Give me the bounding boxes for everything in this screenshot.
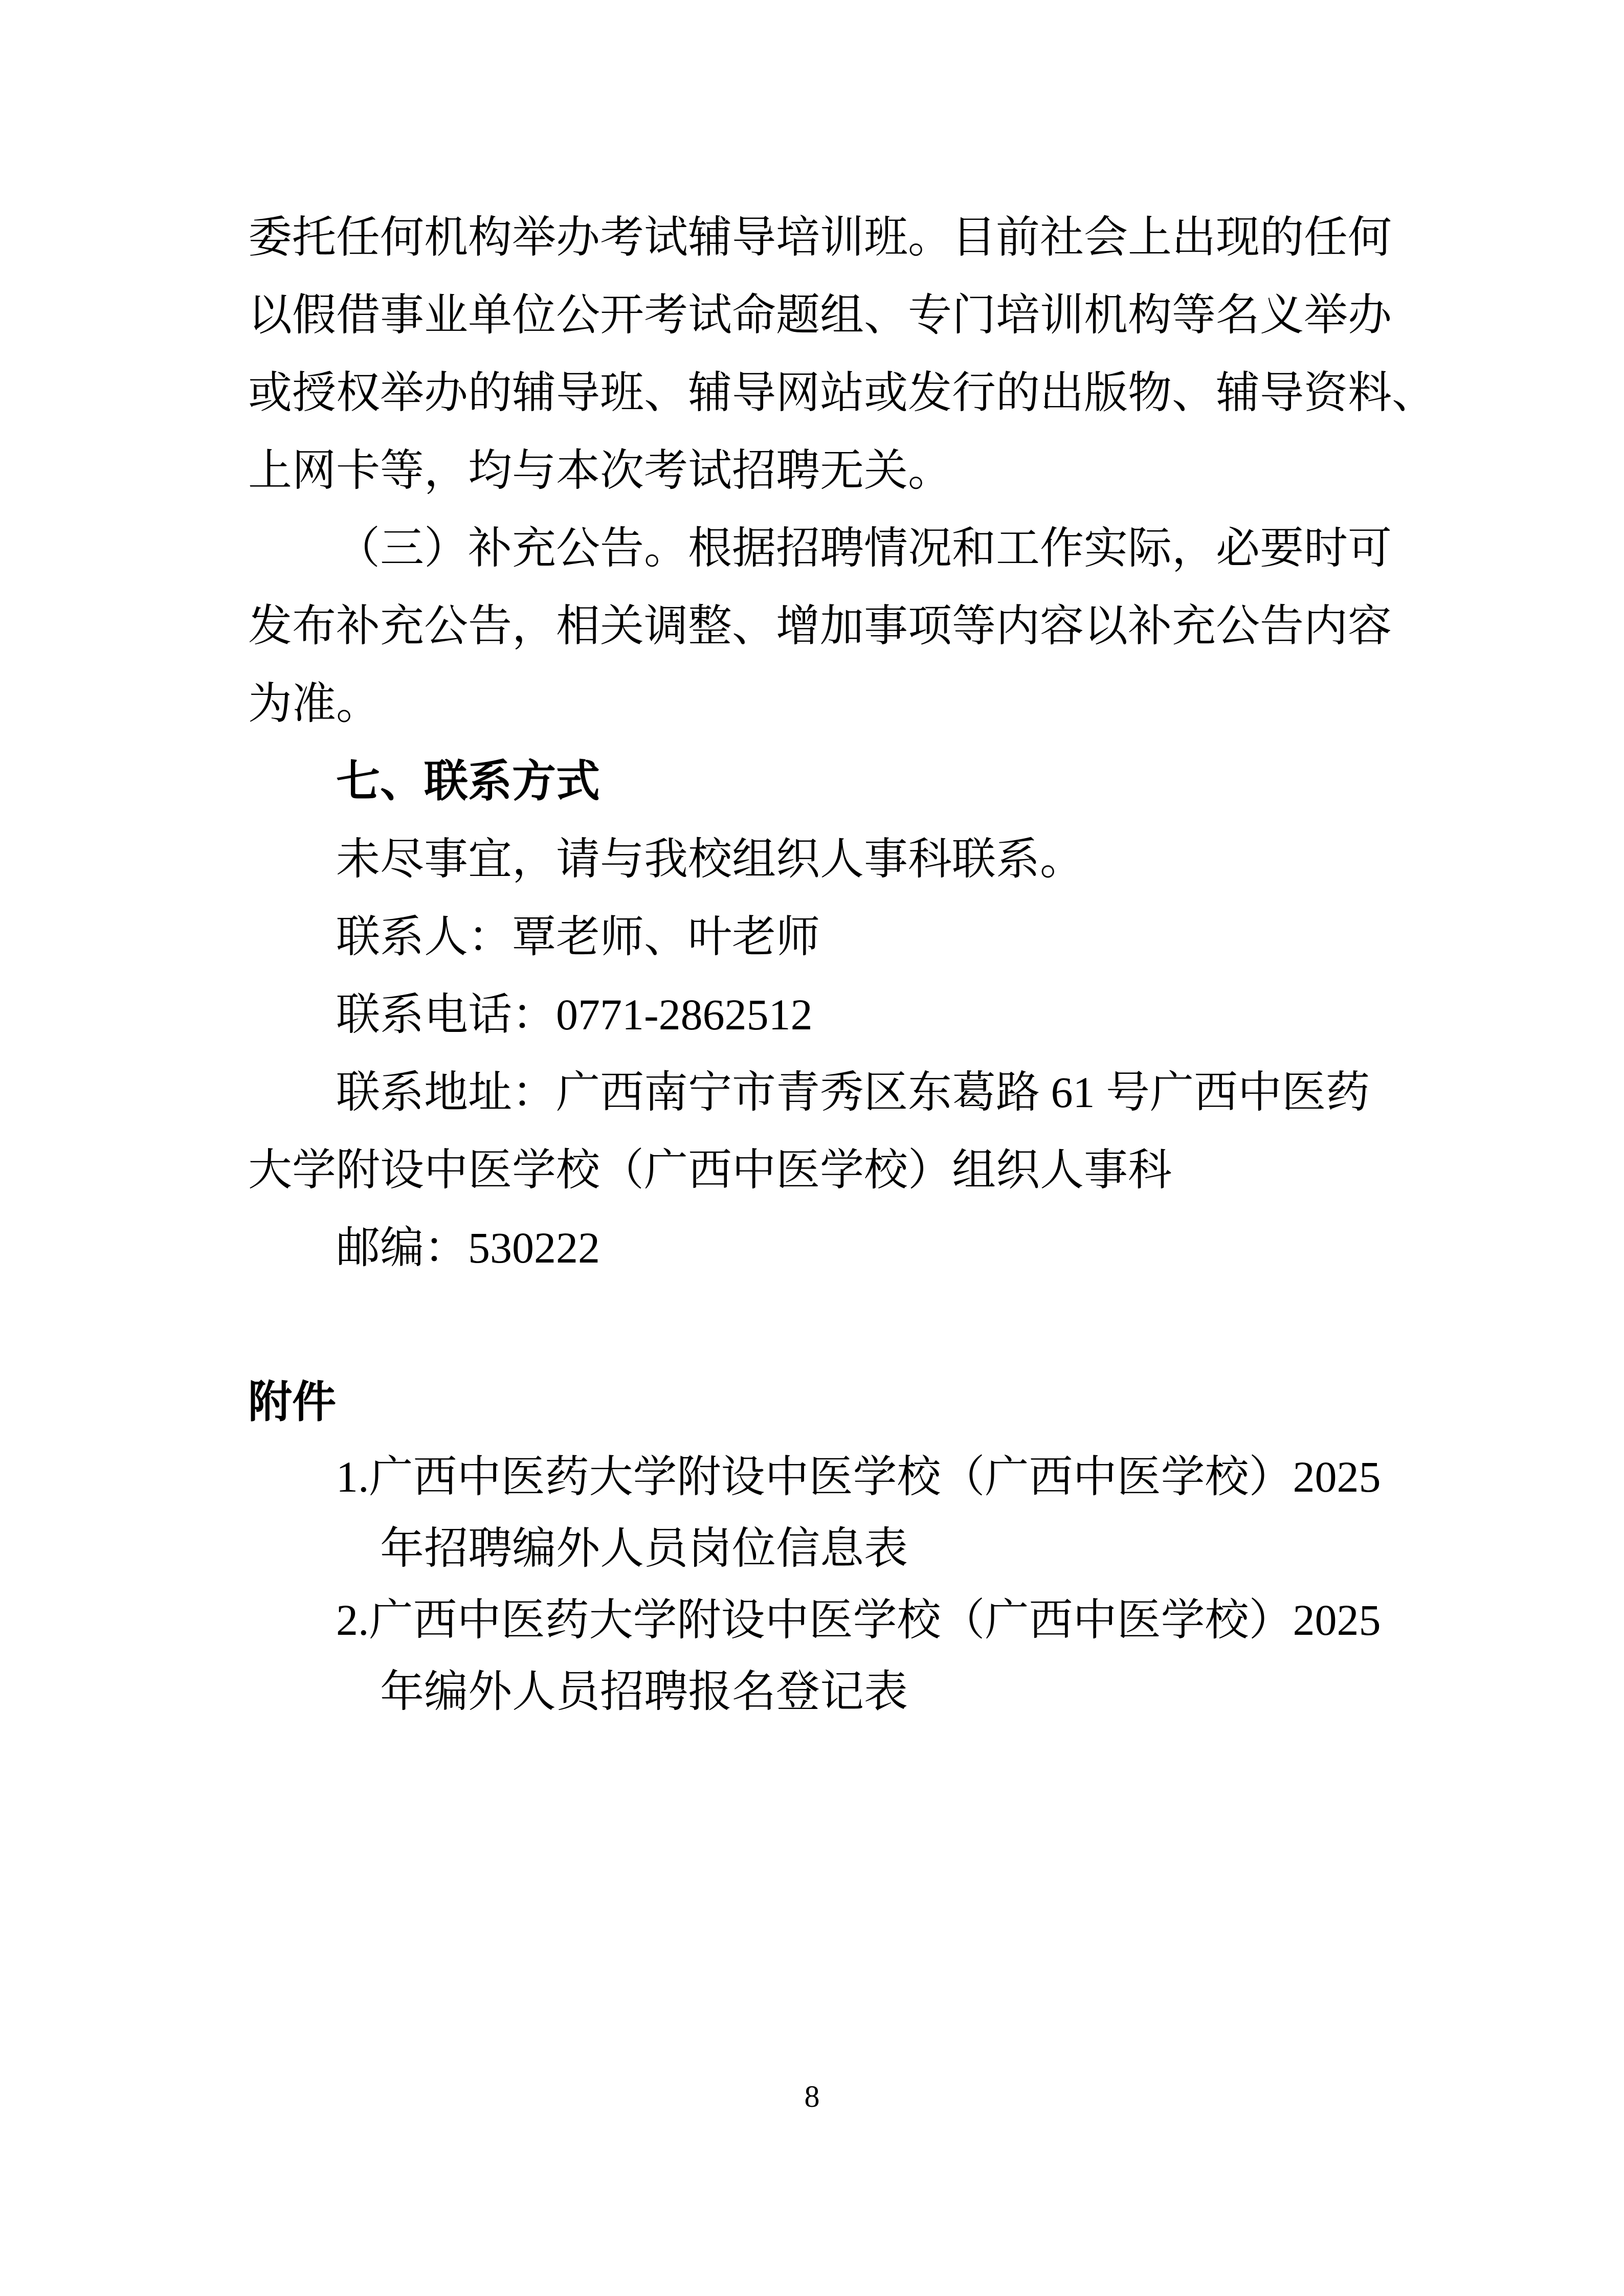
contact-section-heading: 七、联系方式	[336, 757, 600, 806]
attachment-item-2-line-1: 2.广西中医药大学附设中医学校（广西中医学校）2025	[336, 1595, 1381, 1645]
attachment-item-1-line-1: 1.广西中医药大学附设中医学校（广西中医学校）2025	[336, 1452, 1381, 1501]
body-line: 委托任何机构举办考试辅导培训班。目前社会上出现的任何	[248, 213, 1392, 262]
body-line: 发布补充公告，相关调整、增加事项等内容以补充公告内容	[248, 601, 1392, 650]
contact-address-line: 联系地址：广西南宁市青秀区东葛路 61 号广西中医药	[336, 1068, 1370, 1117]
body-line: 为准。	[248, 679, 380, 728]
contact-address-continuation-line: 大学附设中医学校（广西中医学校）组织人事科	[248, 1145, 1172, 1195]
blank-line	[248, 1287, 1404, 1363]
contact-phone-line: 联系电话：0771-2862512	[336, 990, 813, 1039]
contact-intro-line: 未尽事宜，请与我校组织人事科联系。	[336, 835, 1084, 884]
attachments-heading: 附件	[248, 1378, 336, 1427]
document-body	[248, 198, 1436, 1727]
body-line: 上网卡等，均与本次考试招聘无关。	[248, 446, 952, 495]
body-line: 或授权举办的辅导班、辅导网站或发行的出版物、辅导资料、	[248, 368, 1436, 417]
postal-code-line: 邮编：530222	[336, 1223, 600, 1272]
body-line: 以假借事业单位公开考试命题组、专门培训机构等名义举办	[248, 290, 1392, 340]
paragraph-start-line: （三）补充公告。根据招聘情况和工作实际，必要时可	[336, 524, 1392, 573]
attachment-item-1-line-2: 年招聘编外人员岗位信息表	[380, 1524, 908, 1573]
attachment-item-2-line-2: 年编外人员招聘报名登记表	[380, 1667, 908, 1716]
page-number: 8	[804, 2080, 820, 2113]
contact-person-line: 联系人：覃老师、叶老师	[336, 912, 820, 961]
